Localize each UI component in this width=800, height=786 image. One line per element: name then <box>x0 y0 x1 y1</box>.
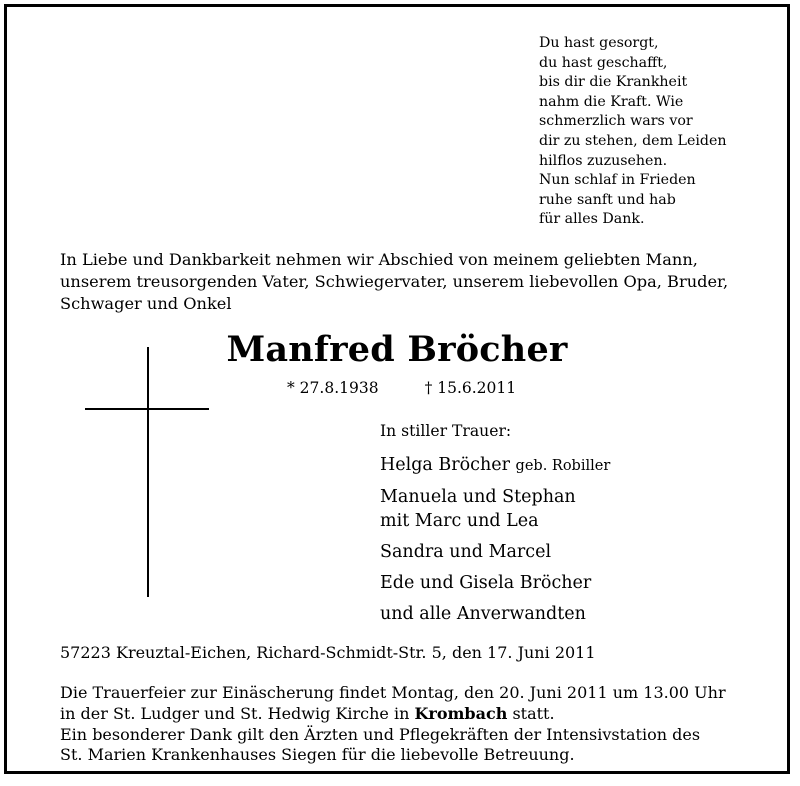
poem-line: nahm die Kraft. Wie <box>539 93 684 110</box>
farewell-line: unserem treusorgenden Vater, Schwiegervater, unserem liebevollen Opa, Bruder, <box>60 272 729 291</box>
poem-line: du hast geschafft, <box>539 54 668 71</box>
poem <box>539 34 779 230</box>
funeral-town: Krombach <box>414 703 508 723</box>
farewell-line: In Liebe und Dankbarkeit nehmen wir Abschied von meinem geliebten Mann, <box>60 250 698 269</box>
poem-line: für alles Dank. <box>539 211 645 228</box>
cross-icon <box>147 347 149 597</box>
farewell-line: Schwager und Onkel <box>60 294 232 313</box>
mourner-name: Sandra und Marcel <box>380 542 552 562</box>
funeral-line: Die Trauerfeier zur Einäscherung findet Montag, den 20. Juni 2011 um 13.00 Uhr <box>60 683 726 702</box>
mourner-group <box>380 540 780 564</box>
funeral-line-start: in der St. Ludger und St. Hedwig Kirche in <box>60 703 415 723</box>
thanks-line: St. Marien Krankenhauses Siegen für die liebevolle Betreuung. <box>60 745 575 765</box>
poem-line: Nun schlaf in Frieden <box>539 172 696 189</box>
mourner-name: Helga Bröcher <box>380 455 510 475</box>
poem-line: ruhe sanft und hab <box>539 191 676 208</box>
deceased-name: Manfred Bröcher <box>226 329 568 370</box>
funeral-line <box>60 704 780 725</box>
thanks-line: Ein besonderer Dank gilt den Ärzten und Pflegekräften der Intensivstation des <box>60 724 701 744</box>
poem-line: Du hast gesorgt, <box>539 35 659 51</box>
mourner-name: Ede und Gisela Bröcher <box>380 573 592 593</box>
mourners <box>380 420 780 633</box>
poem-line: bis dir die Krankheit <box>539 74 688 91</box>
funeral-line-end: statt. <box>507 703 555 723</box>
maiden-name: geb. Robiller <box>515 458 611 474</box>
farewell-text <box>60 249 780 315</box>
obituary-notice <box>4 4 790 774</box>
mourner-name: Manuela und Stephan <box>380 487 576 507</box>
poem-line: hilflos zuzusehen. <box>539 152 668 169</box>
mourner-group <box>380 453 780 478</box>
mourner-group <box>380 485 780 533</box>
mourner-group <box>380 571 780 595</box>
birth-date: * 27.8.1938 <box>287 379 379 397</box>
death-date: † 15.6.2011 <box>424 379 517 397</box>
poem-line: dir zu stehen, dem Leiden <box>539 132 727 149</box>
cross-icon-bar <box>85 408 209 410</box>
mourner-name: und alle Anverwandten <box>380 604 586 624</box>
mourner-group <box>380 602 780 626</box>
poem-line: schmerzlich wars vor <box>539 113 693 130</box>
mourning-heading: In stiller Trauer: <box>380 422 512 440</box>
life-dates <box>287 378 516 398</box>
funeral-info <box>60 683 780 766</box>
mourner-name: mit Marc und Lea <box>380 511 539 531</box>
address-date-line: 57223 Kreuztal-Eichen, Richard-Schmidt-Str. 5, den 17. Juni 2011 <box>60 643 596 662</box>
